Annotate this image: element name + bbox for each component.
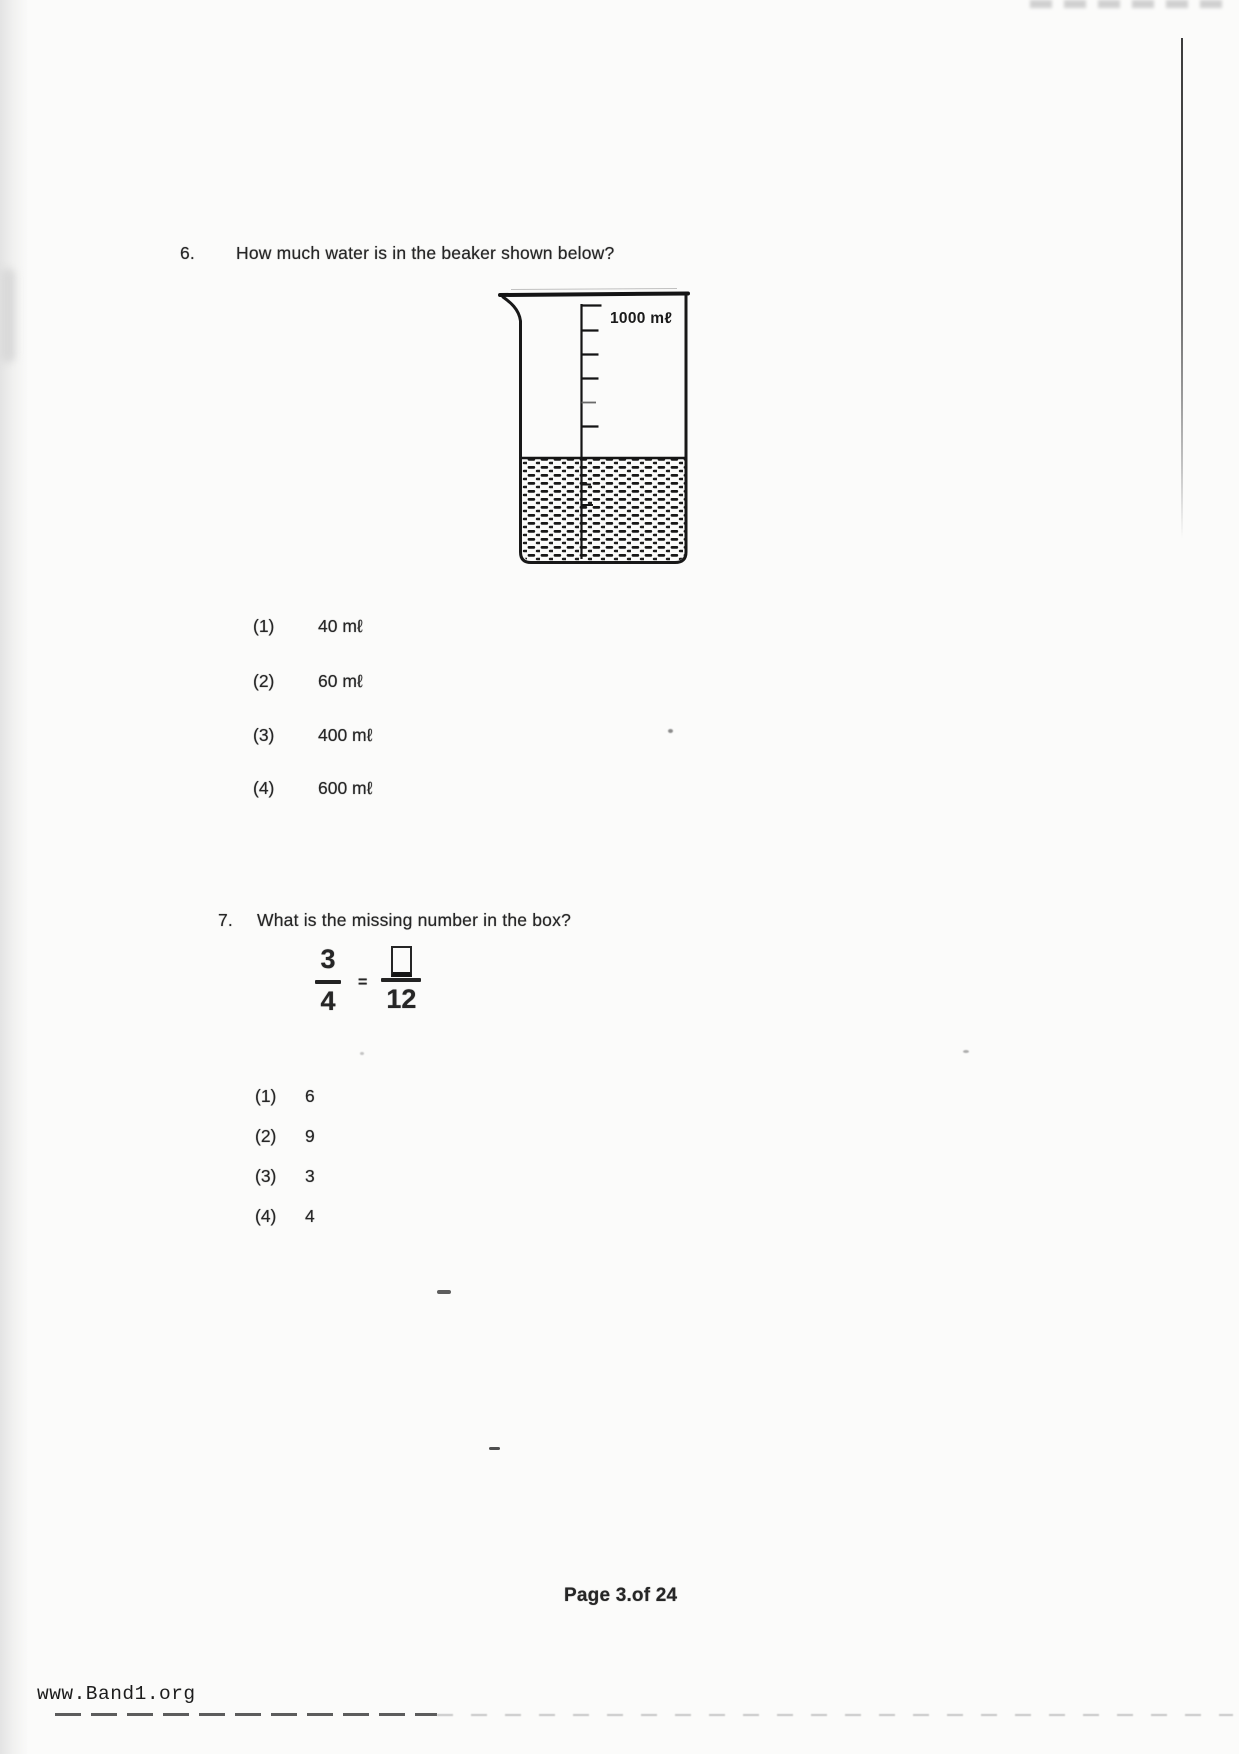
q7-option-2-label: (2) [255,1126,277,1146]
beaker-diagram [449,257,694,569]
fraction-bar [381,978,421,982]
equals-sign: = [358,974,367,991]
question-7-number: 7. [218,910,233,930]
scan-dash-mark [489,1447,500,1450]
scan-edge-blob [0,268,15,363]
beaker-rim-ghost [511,289,677,290]
q6-option-1-label: (1) [253,616,275,636]
scan-vertical-line-artifact [1181,38,1183,538]
scan-speck [668,729,673,733]
page-number: Page 3.of 24 [564,1585,678,1606]
scan-speck [963,1050,969,1053]
beaker-rim [500,294,688,296]
fraction-denominator: 4 [320,985,336,1016]
q7-option-3-label: (3) [255,1166,277,1186]
watermark-url: www.Band1.org [37,1683,196,1705]
q6-option-2-value: 60 mℓ [318,671,363,691]
q7-option-4-label: (4) [255,1206,277,1226]
beaker-water [523,459,686,561]
q6-option-3-label: (3) [253,725,275,745]
q7-option-1-value: 6 [305,1086,315,1106]
scan-dash-mark [437,1290,451,1294]
q6-option-3-value: 400 mℓ [318,725,373,745]
question-6-header [180,243,615,264]
fraction-numerator: 3 [320,944,336,974]
scan-top-smudge [1030,0,1230,8]
beaker-capacity-label: 1000 mℓ [610,310,673,327]
q6-option-2-label: (2) [253,671,275,691]
question-6-prompt: How much water is in the beaker shown below? [236,243,615,263]
fraction-denominator: 12 [386,983,417,1014]
q6-option-1-value: 40 mℓ [318,616,363,636]
beaker-figure [449,257,694,569]
q6-option-4-value: 600 mℓ [318,778,373,798]
missing-number-box [391,946,412,977]
q7-option-2-value: 9 [305,1126,315,1146]
q7-option-3-value: 3 [305,1166,315,1186]
footer-rule [55,1713,437,1716]
q7-option-4-value: 4 [305,1206,315,1226]
question-7-prompt: What is the missing number in the box? [257,910,571,930]
question-7-header [218,910,571,931]
q7-equation [315,946,421,1015]
fraction-box-twelfths [381,946,421,1013]
scan-edge-shading [0,0,28,1754]
question-6-number: 6. [180,243,195,263]
fraction-three-fourths [315,946,341,1015]
fraction-bar [315,980,341,984]
q7-option-1-label: (1) [255,1086,277,1106]
q6-option-4-label: (4) [253,778,275,798]
footer-rule [437,1714,1233,1716]
scan-speck [360,1052,364,1055]
